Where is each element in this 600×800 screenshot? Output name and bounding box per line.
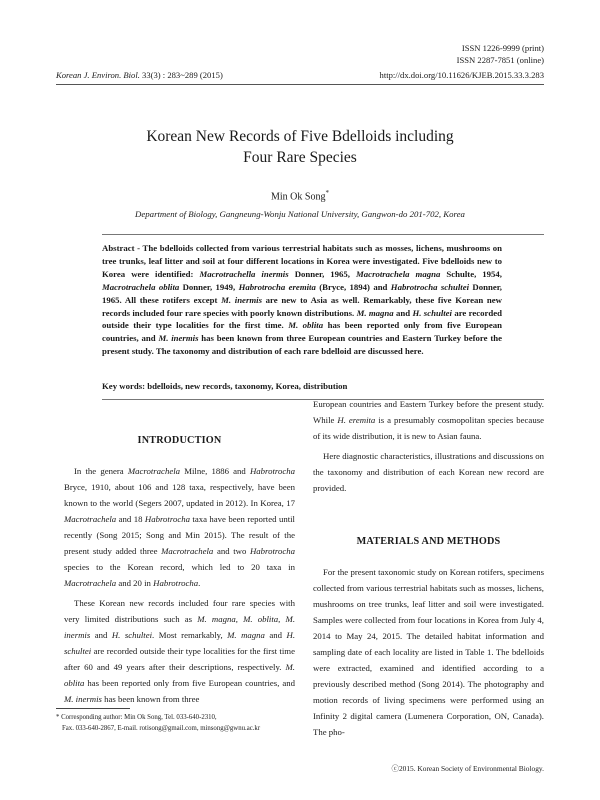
species-name: H. schultei xyxy=(412,307,452,318)
intro-paragraph-4: Here diagnostic characteristics, illustrations and discussions on the taxonomy and distribution of each Korean new record are provided. xyxy=(313,451,544,493)
species-name: M. magna xyxy=(356,307,394,318)
affiliation: Department of Biology, Gangneung-Wonju National University, Gangwon-do 201-702, Korea xyxy=(135,209,465,219)
species-name: Habrotrocha schultei xyxy=(390,281,470,292)
footnote-line-2: Fax. 033-640-2867, E-mail. rotisong@gmail.com, minsong@gwnu.ac.kr xyxy=(62,725,261,732)
copyright-notice: ⓒ2015. Korean Society of Environmental Biology. xyxy=(391,764,544,773)
issn-print: ISSN 1226-9999 (print) xyxy=(461,43,544,53)
footnote xyxy=(56,712,306,734)
left-column xyxy=(64,403,295,707)
species-name: Macrotrachella inermis xyxy=(199,268,289,279)
footnote-rule xyxy=(56,708,130,709)
species-name: Habrotrocha eremita xyxy=(238,281,316,292)
journal-header xyxy=(56,69,544,81)
methods-heading: MATERIALS AND METHODS xyxy=(356,536,501,547)
author-name: Min Ok Song xyxy=(271,191,326,203)
right-column xyxy=(313,396,544,740)
journal-citation xyxy=(56,69,223,81)
abstract-top-rule xyxy=(102,234,544,235)
species-name: M. inermis xyxy=(221,294,262,305)
abstract-label: Abstract xyxy=(102,243,135,253)
volume-pages: 33(3) : 283~289 (2015) xyxy=(142,70,223,80)
species-name: M. oblita xyxy=(288,320,324,331)
paper-page xyxy=(56,0,544,800)
intro-paragraph-3: European countries and Eastern Turkey before the present study. While H. eremita is a presumably cosmopolitan species because of its wide distribution, it is new to Asian fauna. xyxy=(313,399,544,441)
title-line-1: Korean New Records of Five Bdelloids including xyxy=(146,128,454,145)
species-name: M. inermis xyxy=(158,333,199,344)
journal-name: Korean J. Environ. Biol. xyxy=(56,70,140,80)
paper-title xyxy=(56,126,544,168)
doi-link[interactable]: http://dx.doi.org/10.11626/KJEB.2015.33.3.283 xyxy=(379,70,544,80)
species-name: Macrotrachela magna xyxy=(356,268,441,279)
abstract: Abstract - The bdelloids collected from various terrestrial habitats such as mosses, lichens, mushrooms on tree trunks, leaf litter and soil at four different locations in Korea were investigated. Five bdelloids new to Korea were identified: Macrotrachella inermis Donner, 1965, Macrotrachela magna Schulte, 1954, Macrotrachela oblita Donner, 1949, Habrotrocha eremita (Bryce, 1894) and Habrotrocha schultei Donner, 1965. All these rotifers except M. inermis are new to Asia as well. Remarkably, these five Korean new records included four rare species with poorly known distributions. M. magna and H. schultei are recorded outside their type localities for the first time. M. oblita has been reported only from five European countries, and M. inermis has been known from three European countries and Eastern Turkey before the present study. The taxonomy and distribution of each rare bdelloid are discussed here. xyxy=(102,243,503,357)
intro-paragraph-2: These Korean new records included four rare species with very limited distributions such as M. magna, M. oblita, M. inermis and H. schultei. Most remarkably, M. magna and H. schultei are recorded outside their type localities for the first time after 60 and 49 years after their descriptions, respectively. M. oblita has been reported only from five European countries, and M. inermis has been known from three xyxy=(64,598,296,704)
footnote-line-1: * Corresponding author: Min Ok Song, Tel. 033-640-2310, xyxy=(56,714,217,721)
issn-online: ISSN 2287-7851 (online) xyxy=(456,55,544,65)
issn-block xyxy=(457,42,544,66)
intro-heading: INTRODUCTION xyxy=(137,435,222,446)
methods-paragraph-1: For the present taxonomic study on Korean rotifers, specimens collected from various terrestrial habitats such as mosses, lichens, mushrooms on tree trunks, leaf litter and soil were investigated. Samples were collected from four locations in Korea from July 4, 2014 to May 24, 2015. The detailed habitat information and sampling date of each locality are listed in Table 1. The bdelloids were extracted, examined and identified according to a previously described method (Song 2014). The photography and motion records of living specimens were performed using an Infinity 2 digital camera (Lumenera Corporation, ON, Canada). The pho- xyxy=(313,567,544,737)
intro-paragraph-1: In the genera Macrotrachela Milne, 1886 and Habrotrocha Bryce, 1910, about 106 and 128 taxa, respectively, have been known to the world (Segers 2007, updated in 2012). In Korea, 17 Macrotrachela and 18 Habrotrocha taxa have been reported until recently (Song 2015; Song and Min 2015). The result of the present study added three Macrotrachela and two Habrotrocha species to the Korean record, which led to 20 taxa in Macrotrachela and 20 in Habrotrocha. xyxy=(64,466,296,588)
keywords: Key words: bdelloids, new records, taxonomy, Korea, distribution xyxy=(102,381,348,391)
header-rule xyxy=(56,84,544,85)
corresponding-mark: * xyxy=(325,189,329,197)
title-line-2: Four Rare Species xyxy=(243,149,357,166)
species-name: Macrotrachela oblita xyxy=(102,281,180,292)
author-line xyxy=(56,187,544,203)
